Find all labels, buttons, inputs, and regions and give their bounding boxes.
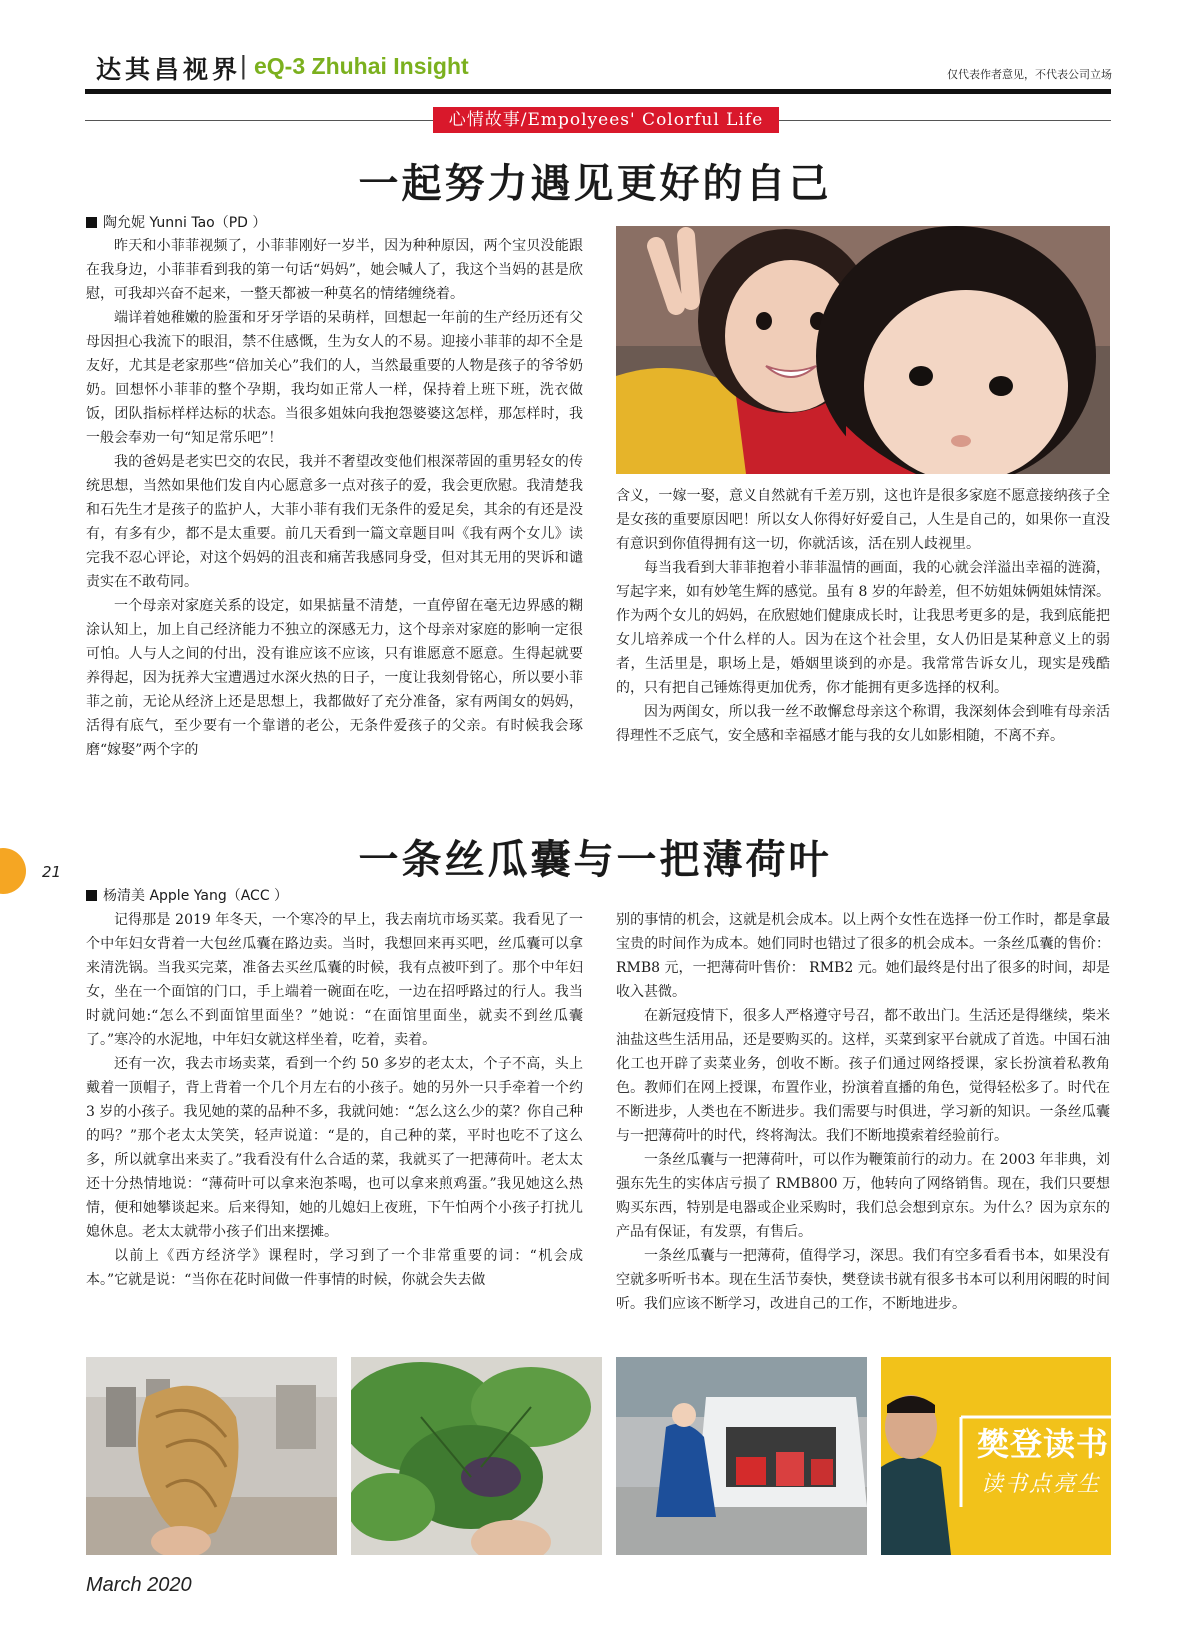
masthead-separator: | — [240, 50, 247, 80]
paragraph: 别的事情的机会，这就是机会成本。以上两个女性在选择一份工作时，都是拿最宝贵的时间作为成本。她们同时也错过了很多的机会成本。一条丝瓜囊的售价：RMB8 元，一把薄荷叶售价： RMB2 元。她们最终是付出了很多的时间，却是收入甚微。 — [616, 912, 1110, 1000]
paragraph: 含义，一嫁一娶，意义自然就有千差万别，这也许是很多家庭不愿意接纳孩子全是女孩的重要原因吧！所以女人你得好好爱自己，人生是自己的，如果你一直没有意识到你值得拥有这一切，你就活该，活在别人歧视里。 — [616, 488, 1110, 552]
paragraph: 每当我看到大菲菲抱着小菲菲温情的画面，我的心就会洋溢出幸福的涟漪，写起字来，如有妙笔生辉的感觉。虽有 8 岁的年龄差，但不妨姐妹俩姐妹情深。作为两个女儿的妈妈，在欣慰她们健康成长时，让我思考更多的是，我到底能把女儿培养成一个什么样的人。因为在这个社会里，女人仍旧是某种意义上的弱者，生活里是，职场上是，婚姻里谈到的亦是。我常常告诉女儿，现实是残酷的，只有把自己锤炼得更加优秀，你才能拥有更多选择的权利。 — [616, 560, 1110, 696]
article1-right-column — [616, 484, 1110, 748]
photo-grocery-delivery — [616, 1357, 867, 1555]
article2-title: 一条丝瓜囊与一把薄荷叶 — [358, 836, 832, 883]
paragraph: 因为两闺女，所以我一丝不敢懈怠母亲这个称谓，我深刻体会到唯有母亲活得理性不乏底气，安全感和幸福感才能与我的女儿如影相随，不离不弃。 — [616, 704, 1110, 744]
paragraph: 在新冠疫情下，很多人严格遵守号召，都不敢出门。生活还是得继续，柴米油盐这些生活用品，还是要购买的。这样，买菜到家平台就成了首选。中国石油化工也开辟了卖菜业务，创收不断。孩子们通过网络授课，家长扮演着私教角色。教师们在网上授课，布置作业，扮演着直播的角色，觉得轻松多了。时代在不断进步，人类也在不断进步。我们需要与时俱进，学习新的知识。一条丝瓜囊与一把薄荷叶的时代，终将淘汰。我们不断地摸索着经验前行。 — [616, 1008, 1110, 1144]
paragraph: 端详着她稚嫩的脸蛋和牙牙学语的呆萌样，回想起一年前的生产经历还有父母因担心我流下的眼泪，禁不住感慨，生为女人的不易。迎接小菲菲的却不全是友好，尤其是老家那些“倍加关心”我们的人，当然最重要的人物是孩子的爷爷奶奶。回想怀小菲菲的整个孕期，我均如正常人一样，保持着上班下班，洗衣做饭，团队指标样样达标的状态。当很多姐妹向我抱怨婆婆这怎样，那怎样时，我一般会奉劝一句“知足常乐吧”！ — [86, 310, 583, 446]
article1-byline — [86, 212, 266, 232]
brand-name: 樊登读书 — [977, 1425, 1110, 1463]
masthead-title-cn: 达其昌视界 — [96, 55, 242, 84]
masthead-title-en: eQ-3 Zhuhai Insight — [254, 53, 469, 79]
issue-date: March 2020 — [86, 1574, 192, 1596]
photo-fandeng-reading — [881, 1357, 1111, 1555]
paragraph: 一条丝瓜囊与一把薄荷叶，可以作为鞭策前行的动力。在 2003 年非典，刘强东先生的实体店亏损了 RMB800 万，他转向了网络销售。现在，我们只要想购买东西，特别是电器或企业采购时，我们总会想到京东。为什么？因为京东的产品有保证，有发票，有售后。 — [616, 1152, 1110, 1240]
paragraph: 我的爸妈是老实巴交的农民，我并不奢望改变他们根深蒂固的重男轻女的传统思想，当然如果他们发自内心愿意多一点对孩子的爱，我会更欣慰。我清楚我和石先生才是孩子的监护人，大菲小菲有我们无条件的爱足矣，其余的有还是没有，有多有少，都不是太重要。前几天看到一篇文章题目叫《我有两个女儿》读完我不忍心评论，对这个妈妈的沮丧和痛苦我感同身受，但对其无用的哭诉和谴责实在不敢苟同。 — [86, 454, 583, 590]
photo-mint-leaves — [351, 1357, 602, 1555]
article1-left-column — [86, 234, 583, 762]
paragraph: 一个母亲对家庭关系的设定，如果掂量不清楚，一直停留在毫无边界感的糊涂认知上，加上自己经济能力不独立的深感无力，这个母亲对家庭的影响一定很可怕。人与人之间的付出，没有谁应该不应该，只有谁愿意不愿意。生得起就要养得起，因为抚养大宝遭遇过水深火热的日子，一度让我刻骨铭心，所以要小菲菲之前，无论从经济上还是思想上，我都做好了充分准备，家有两闺女的妈妈，活得有底气，至少要有一个靠谱的老公，无条件爱孩子的父亲。有时候我会琢磨“嫁娶”两个字的 — [86, 598, 583, 758]
article2-byline — [86, 885, 288, 905]
paragraph: 记得那是 2019 年冬天，一个寒冷的早上，我去南坑市场买菜。我看见了一个中年妇女背着一大包丝瓜囊在路边卖。当时，我想回来再买吧，丝瓜囊可以拿来清洗锅。当我买完菜，准备去买丝瓜囊的时候，我有点被吓到了。那个中年妇女，坐在一个面馆的门口，手上端着一碗面在吃，一边在招呼路过的行人。我当时就问她:“怎么不到面馆里面坐？”她说：“在面馆里面坐，就卖不到丝瓜囊了。”寒冷的水泥地，中年妇女就这样坐着，吃着，卖着。 — [86, 912, 583, 1048]
article2-right-column — [616, 908, 1110, 1316]
brand-slogan: 读书点亮生 — [981, 1472, 1102, 1497]
paragraph: 以前上《西方经济学》课程时，学习到了一个非常重要的词：“机会成本。”它就是说：“当你在花时间做一件事情的时候，你就会失去做 — [86, 1248, 583, 1288]
article1-title: 一起努力遇见更好的自己 — [358, 160, 832, 207]
girls-photo-illustration — [616, 226, 1110, 474]
page-number: 21 — [42, 863, 62, 881]
article2-author: 杨清美 Apple Yang（ACC ） — [103, 888, 289, 904]
paragraph: 一条丝瓜囊与一把薄荷，值得学习，深思。我们有空多看看书本，如果没有空就多听听书本。现在生活节奏快，樊登读书就有很多书本可以利用闲暇的时间听。我们应该不断学习，改进自己的工作，不断地进步。 — [616, 1248, 1110, 1312]
paragraph: 昨天和小菲菲视频了，小菲菲刚好一岁半，因为种种原因，两个宝贝没能跟在我身边，小菲菲看到我的第一句话“妈妈”，她会喊人了，我这个当妈的甚是欣慰，可我却兴奋不起来，一整天都被一种莫名的情绪缠绕着。 — [86, 238, 583, 302]
paragraph: 还有一次，我去市场卖菜，看到一个约 50 多岁的老太太，个子不高，头上戴着一顶帽子，背上背着一个几个月左右的小孩子。她的另外一只手牵着一个约 3 岁的小孩子。我见她的菜的品种不多，我就问她：“怎么这么少的菜？你自己种的吗？”那个老太太笑笑，轻声说道：“是的，自己种的菜，平时也吃不了这么多，所以就拿出来卖了。”我看没有什么合适的菜，我就买了一把薄荷叶。老太太还十分热情地说：“薄荷叶可以拿来泡茶喝，也可以拿来煎鸡蛋。”我见她这么热情，便和她攀谈起来。后来得知，她的儿媳妇上夜班，下午怕两个小孩子打扰儿媳休息。老太太就带小孩子们出来摆摊。 — [86, 1056, 583, 1240]
header-rule — [85, 89, 1111, 94]
article1-author: 陶允妮 Yunni Tao（PD ） — [103, 215, 267, 231]
loofah-photo-illustration — [86, 1357, 337, 1555]
article2-left-column — [86, 908, 583, 1292]
grocery-photo-illustration — [616, 1357, 867, 1555]
section-label: 心情故事/Empolyees' Colorful Life — [433, 107, 779, 133]
article1-photo-girls — [616, 226, 1110, 474]
byline-square-icon — [86, 890, 97, 901]
mint-photo-illustration — [351, 1357, 602, 1555]
byline-square-icon — [86, 217, 97, 228]
disclaimer: 仅代表作者意见，不代表公司立场 — [947, 68, 1112, 81]
photo-loofah — [86, 1357, 337, 1555]
